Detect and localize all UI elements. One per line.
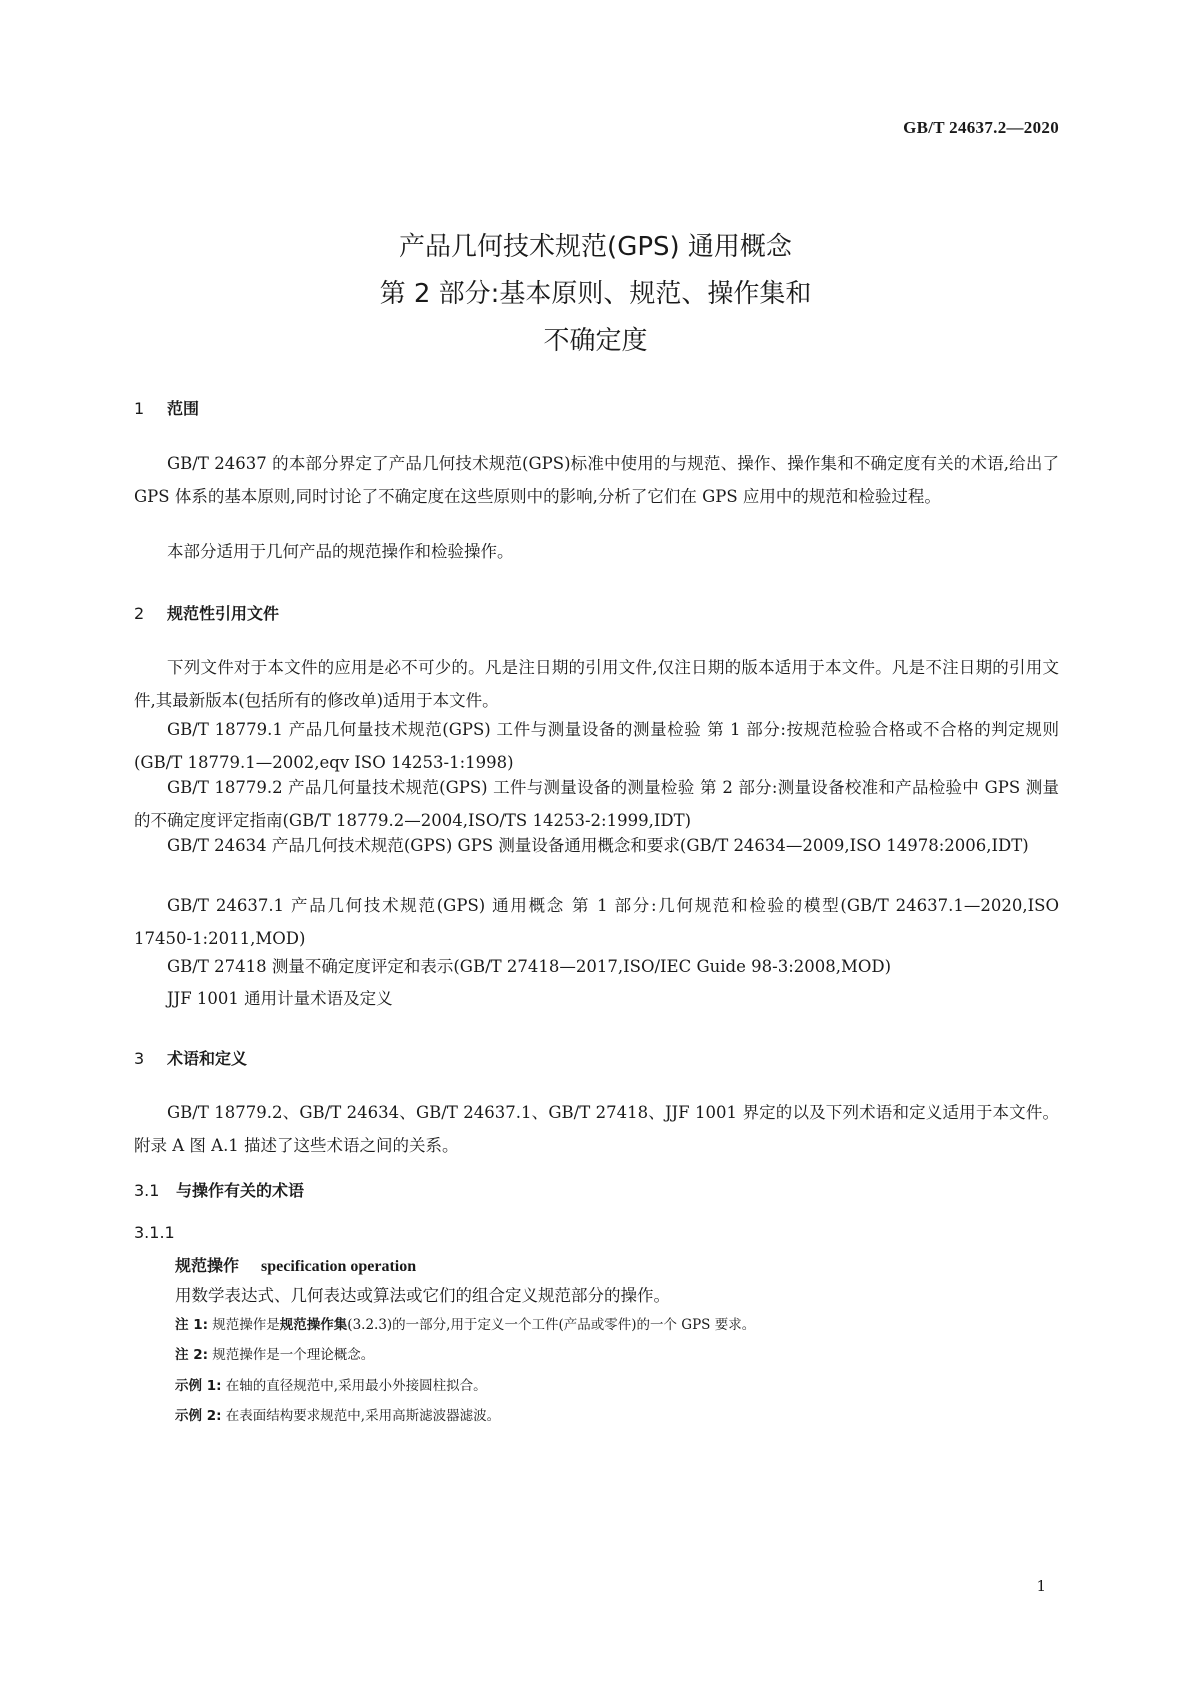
scope-paragraph: GB/T 24637 的本部分界定了产品几何技术规范(GPS)标准中使用的与规范、操作、操作集和不确定度有关的术语,给出了 GPS 体系的基本原则,同时讨论了不确定度在这些原则中的影响,分析了它们在 GPS 应用中的规范和检验过程。: [134, 454, 1059, 506]
section-title: 范围: [167, 399, 200, 418]
note-text: 规范操作是: [212, 1317, 280, 1333]
standard-code: GB/T 24637.2—2020: [903, 118, 1059, 137]
subsection-title: 与操作有关的术语: [176, 1181, 305, 1200]
example-2: [175, 1404, 500, 1424]
subsection-number: 3.1: [134, 1181, 160, 1200]
reference-item: GB/T 27418 测量不确定度评定和表示(GB/T 27418—2017,ISO/IEC Guide 98-3:2008,MOD): [167, 957, 892, 976]
reference-item: GB/T 24637.1 产品几何技术规范(GPS) 通用概念 第 1 部分:几何规范和检验的模型(GB/T 24637.1—2020,ISO 17450-1:2011,MOD): [134, 896, 1059, 948]
note-label: 注 1:: [175, 1317, 208, 1333]
reference-item: GB/T 18779.2 产品几何量技术规范(GPS) 工件与测量设备的测量检验 第 2 部分:测量设备校准和产品检验中 GPS 测量的不确定度评定指南(GB/T 18779.2—2004,ISO/TS 14253-2:1999,IDT): [134, 778, 1059, 830]
example-text: 在轴的直径规范中,采用最小外接圆柱拟合。: [225, 1378, 487, 1394]
page-number: 1: [1036, 1577, 1046, 1595]
section-2-heading: [134, 601, 279, 624]
section-number: 1: [134, 399, 145, 418]
note-2: [175, 1343, 374, 1363]
reference-item: GB/T 24634 产品几何技术规范(GPS) GPS 测量设备通用概念和要求(GB/T 24634—2009,ISO 14978:2006,IDT): [167, 836, 1029, 855]
entry-number: 3.1.1: [134, 1223, 175, 1242]
scope-applicability: 本部分适用于几何产品的规范操作和检验操作。: [167, 542, 514, 561]
reference-item: GB/T 18779.1 产品几何量技术规范(GPS) 工件与测量设备的测量检验 第 1 部分:按规范检验合格或不合格的判定规则(GB/T 18779.1—2002,eqv ISO 14253-1:1998): [134, 720, 1059, 772]
title-line-1: 产品几何技术规范(GPS) 通用概念: [399, 232, 792, 262]
term-definition: 用数学表达式、几何表达或算法或它们的组合定义规范部分的操作。: [175, 1286, 670, 1305]
section-3-heading: [134, 1046, 247, 1069]
title-line-3: 不确定度: [543, 326, 648, 356]
note-label: 注 2:: [175, 1347, 208, 1363]
section-number: 3: [134, 1049, 145, 1068]
section-number: 2: [134, 604, 145, 623]
note-1: [175, 1313, 755, 1333]
note-text: (3.2.3)的一部分,用于定义一个工件(产品或零件)的一个 GPS 要求。: [347, 1317, 756, 1333]
section-title: 术语和定义: [167, 1049, 248, 1068]
term-english: specification operation: [261, 1258, 417, 1275]
note-cross-reference-term: 规范操作集: [279, 1317, 348, 1333]
terms-intro: GB/T 18779.2、GB/T 24634、GB/T 24637.1、GB/T 27418、JJF 1001 界定的以及下列术语和定义适用于本文件。附录 A 图 A.1 描述了这些术语之间的关系。: [134, 1103, 1059, 1155]
references-intro: 下列文件对于本文件的应用是必不可少的。凡是注日期的引用文件,仅注日期的版本适用于本文件。凡是不注日期的引用文件,其最新版本(包括所有的修改单)适用于本文件。: [134, 658, 1059, 710]
reference-item: JJF 1001 通用计量术语及定义: [167, 989, 393, 1008]
example-label: 示例 2:: [175, 1408, 222, 1424]
section-1-heading: [134, 396, 199, 419]
term-entry: [175, 1253, 416, 1276]
term-chinese: 规范操作: [175, 1256, 240, 1275]
example-text: 在表面结构要求规范中,采用高斯滤波器滤波。: [225, 1408, 501, 1424]
title-line-2: 第 2 部分:基本原则、规范、操作集和: [379, 279, 812, 309]
section-title: 规范性引用文件: [167, 604, 280, 623]
subsection-3-1-heading: [134, 1178, 304, 1201]
document-title: [0, 224, 1191, 365]
example-1: [175, 1374, 487, 1394]
note-text: 规范操作是一个理论概念。: [212, 1347, 375, 1363]
example-label: 示例 1:: [175, 1378, 222, 1394]
